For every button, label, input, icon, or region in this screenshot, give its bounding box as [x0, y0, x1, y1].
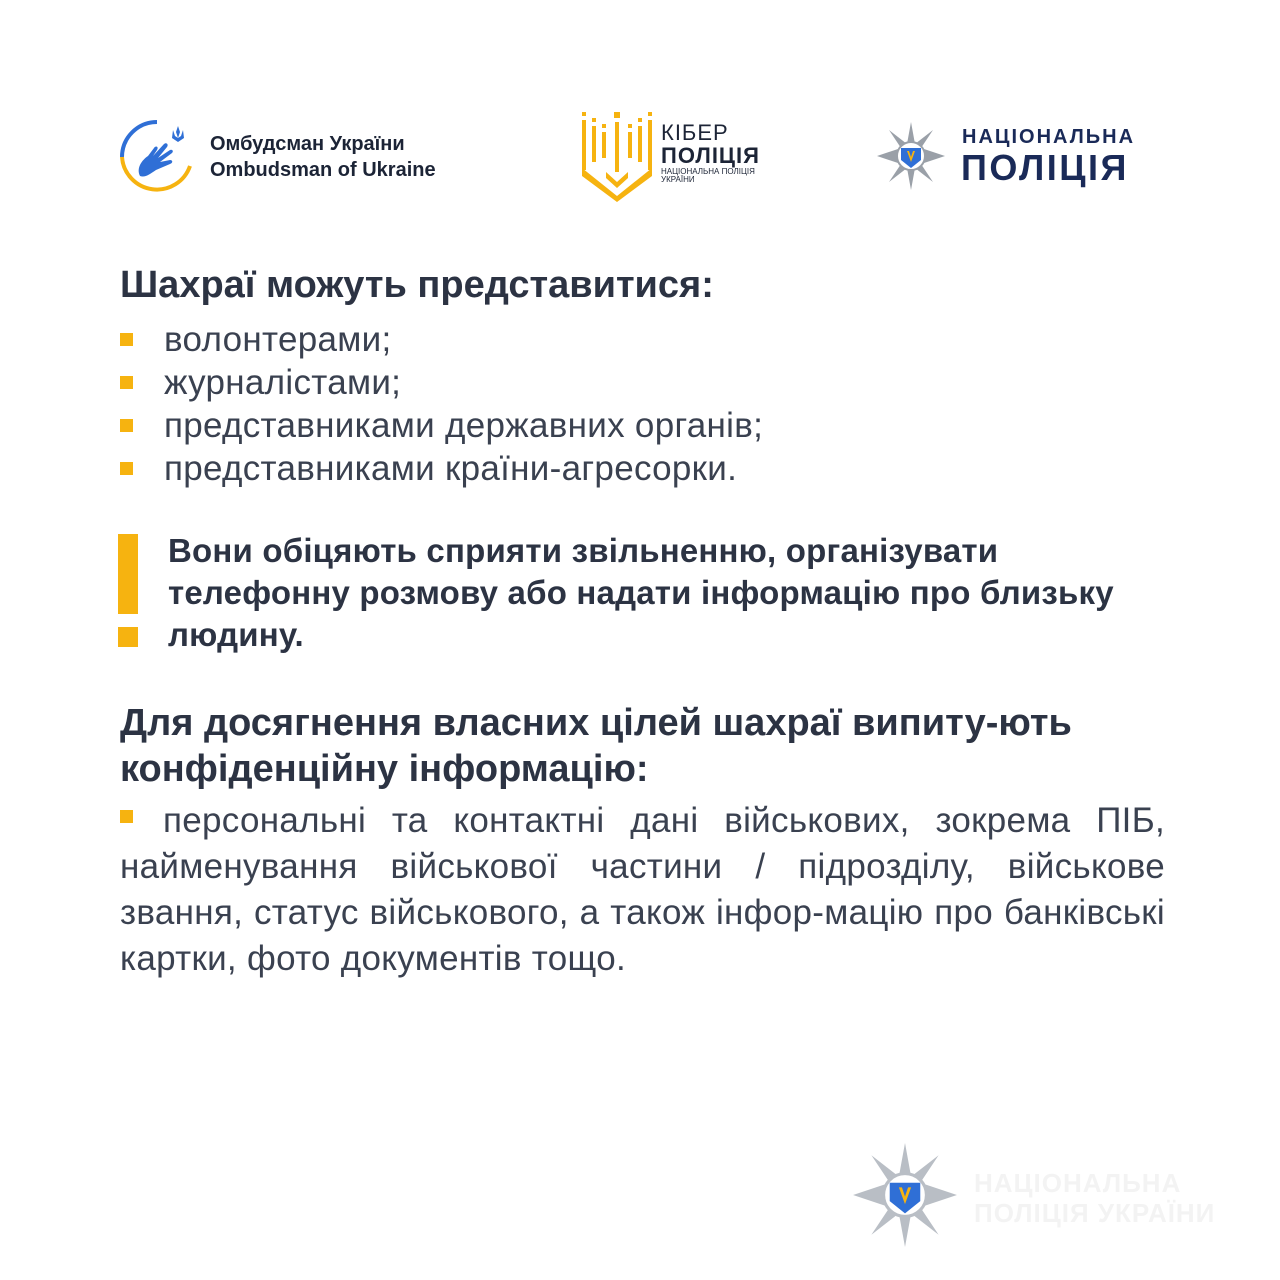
section2-title: Для досягнення власних цілей шахраї випиту-ють конфіденційну інформацію:: [120, 702, 1072, 790]
list-item: журналістами;: [118, 361, 763, 404]
cyberpolice-word1: КІБЕР: [661, 120, 729, 145]
section2-paragraph: [120, 798, 1165, 982]
police-star-icon: [850, 1140, 960, 1250]
ombudsman-name-en: Ombudsman of Ukraine: [210, 159, 436, 181]
cyberpolice-word2: ПОЛІЦІЯ: [661, 143, 760, 168]
national-police-logo: [875, 120, 1175, 196]
national-police-watermark: [850, 1140, 1250, 1250]
cyberpolice-subtitle: НАЦІОНАЛЬНА ПОЛІЦІЯ УКРАЇНИ: [661, 167, 755, 185]
bullet-icon: [120, 333, 133, 346]
ombudsman-name-ua: Омбудсман України: [210, 133, 405, 155]
ombudsman-hand-icon: [118, 118, 196, 196]
bullet-icon: [120, 376, 133, 389]
exclamation-icon: [118, 534, 138, 614]
police-word2: ПОЛІЦІЯ: [961, 147, 1129, 188]
section2-text: персональні та контактні дані військових, зокрема ПІБ, найменування військової частини / підрозділу, військове звання, статус військового, а також інфор-мацію про банківські картки, фото документів тощо.: [120, 801, 1165, 978]
list-item: представниками державних органів;: [118, 404, 763, 447]
impersonation-list: [118, 318, 763, 490]
exclamation-dot-icon: [118, 627, 138, 647]
trident-icon: [578, 110, 658, 205]
cyberpolice-logo: [578, 110, 798, 205]
section1-title: Шахраї можуть представитися:: [120, 264, 714, 306]
watermark-line2: ПОЛІЦІЯ УКРАЇНИ: [974, 1198, 1216, 1228]
police-word1: НАЦІОНАЛЬНА: [962, 126, 1136, 148]
bullet-icon: [120, 810, 133, 823]
bullet-icon: [120, 419, 133, 432]
watermark-line1: НАЦІОНАЛЬНА: [974, 1168, 1182, 1198]
list-item: представниками країни-агресорки.: [118, 447, 763, 490]
police-star-icon: [875, 120, 947, 192]
warning-text: Вони обіцяють сприяти звільненню, організувати телефонну розмову або надати інформацію про близьку людину.: [168, 532, 1114, 653]
list-item: волонтерами;: [118, 318, 763, 361]
bullet-icon: [120, 462, 133, 475]
ombudsman-logo: [118, 118, 498, 196]
